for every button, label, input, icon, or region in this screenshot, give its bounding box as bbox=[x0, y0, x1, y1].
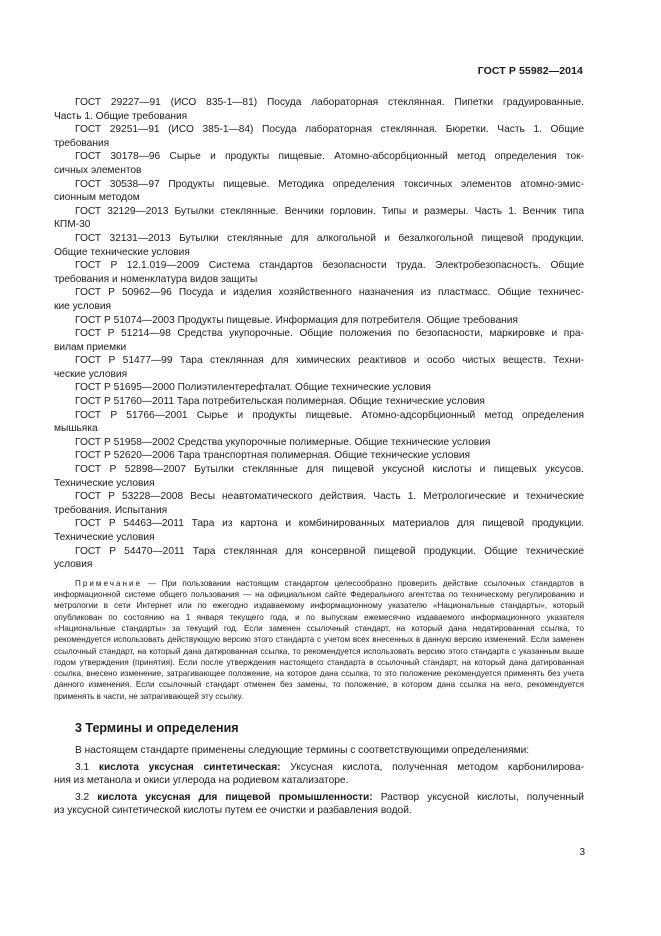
reference-line-2: Общие технические условия bbox=[54, 246, 190, 258]
term-definition bbox=[54, 791, 584, 818]
term-definition-text: Уксусная кислота, полученная методом карбонилирова- bbox=[290, 761, 585, 773]
note-paragraph bbox=[54, 578, 584, 702]
reference-item bbox=[54, 314, 584, 328]
reference-item bbox=[54, 381, 584, 395]
reference-item bbox=[54, 150, 584, 177]
reference-line-1: ГОСТ Р 50962—96 Посуда и изделия хозяйственного назначения из пластмасс. Общие техничес- bbox=[75, 287, 584, 299]
note-text: — При пользовании настоящим стандартом целесообразно проверить действие ссылочных стандартов в информационной системе общего пользования — на официальном сайте Федерального агентства по техническому регулированию и метрологии в сети Интернет или по ежегодно издаваемому информационному указателю «Национальные стандарты», который опубликован по состоянию на 1 января текущего года, и по выпускам ежемесячно издаваемого информационного указателя «Национальные стандарты» за текущий год. Если заменен ссылочный стандарт, на который дана недатированная ссылка, то рекомендуется использовать действующую версию этого стандарта с учетом всех внесенных в данную версию изменений. Если заменен ссылочный стандарт, на который дана датированная ссылка, то рекомендуется использовать версию этого стандарта с указанным выше годом утверждения (принятия). Если после утверждения настоящего стандарта в ссылочный стандарт, на который дана датированная ссылка, внесено изменение, затрагивающее положение, на которое дана ссылка, то это положение рекомендуется применять без учета данного изменения. Если ссылочный стандарт отменен без замены, то положение, в котором дана ссылка на него, рекомендуется применять в части, не затрагивающей эту ссылку. bbox=[54, 578, 584, 701]
reference-item bbox=[54, 449, 584, 463]
reference-line-2: требования. Испытания bbox=[54, 504, 168, 516]
reference-line-1: ГОСТ Р 51766—2001 Сырье и продукты пищевые. Атомно-адсорбционный метод определения bbox=[75, 409, 584, 421]
reference-item bbox=[54, 123, 584, 150]
normative-references-list bbox=[54, 96, 584, 572]
page-content bbox=[54, 96, 584, 818]
reference-line-1: ГОСТ 29227—91 (ИСО 835-1—81) Посуда лабораторная стеклянная. Пипетки градуированные. bbox=[75, 97, 584, 108]
reference-item bbox=[54, 490, 584, 517]
term-definition-continuation: ния из метанола и окиси углерода на родиевом катализаторе. bbox=[54, 775, 349, 787]
section-intro: В настоящем стандарте применены следующие термины с соответствующими определениями: bbox=[75, 745, 530, 757]
term-name: кислота уксусная для пищевой промышленности: bbox=[97, 791, 373, 803]
reference-line-1: ГОСТ 30538—97 Продукты пищевые. Методика определения токсичных элементов атомно-эмис- bbox=[75, 178, 584, 190]
reference-line-2: Технические условия bbox=[54, 477, 155, 489]
reference-line-2: мышьяка bbox=[54, 423, 98, 435]
reference-line-1: ГОСТ Р 12.1.019—2009 Система стандартов безопасности труда. Электробезопасность. Общие bbox=[75, 260, 584, 272]
reference-line-2: сионным методом bbox=[54, 192, 140, 204]
term-definition-text: Раствор уксусной кислоты, полученный bbox=[380, 791, 584, 803]
reference-item bbox=[54, 286, 584, 313]
reference-line-2: кие условия bbox=[54, 300, 112, 312]
reference-line-1: ГОСТ Р 51477—99 Тара стеклянная для химических реактивов и особо чистых веществ. Техни- bbox=[75, 355, 584, 367]
reference-line-1: ГОСТ Р 54463—2011 Тара из картона и комбинированных материалов для пищевой продукции. bbox=[75, 518, 584, 530]
terms-list bbox=[54, 761, 584, 818]
reference-line-1: ГОСТ Р 51214—98 Средства укупорочные. Общие положения по безопасности, маркировке и пра- bbox=[75, 328, 584, 340]
reference-line-2: условия bbox=[54, 559, 93, 571]
term-definition bbox=[54, 761, 584, 788]
reference-line-1: ГОСТ Р 51695—2000 Полиэтилентерефталат. Общие технические условия bbox=[75, 382, 431, 394]
reference-line-2: Часть 1. Общие требования bbox=[54, 110, 188, 122]
reference-line-1: ГОСТ Р 51958—2002 Средства укупорочные полимерные. Общие технические условия bbox=[75, 436, 491, 448]
document-header: ГОСТ Р 55982—2014 bbox=[477, 65, 583, 77]
section-title: 3 Термины и определения bbox=[75, 721, 239, 736]
term-definition-continuation: из уксусной синтетической кислоты путем ее очистки и разбавления водой. bbox=[54, 805, 412, 817]
term-first-line bbox=[54, 761, 584, 775]
note-label: Примечание bbox=[75, 578, 143, 588]
term-number: 3.1 bbox=[75, 761, 90, 773]
reference-item bbox=[54, 395, 584, 409]
reference-line-1: ГОСТ 30178—96 Сырье и продукты пищевые. Атомно-абсорбционный метод определения ток- bbox=[75, 151, 584, 163]
reference-line-1: ГОСТ Р 52620—2006 Тара транспортная полимерная. Общие технические условия bbox=[75, 450, 471, 462]
reference-line-1: ГОСТ 32129—2013 Бутылки стеклянные. Венчики горловин. Типы и размеры. Часть 1. Венчик типа bbox=[75, 205, 584, 217]
reference-line-1: ГОСТ Р 52898—2007 Бутылки стеклянные для пищевой уксусной кислоты и пищевых уксусов. bbox=[75, 464, 584, 476]
reference-item bbox=[54, 517, 584, 544]
reference-line-1: ГОСТ 29251—91 (ИСО 385-1—84) Посуда лабораторная стеклянная. Бюретки. Часть 1. Общие bbox=[75, 124, 584, 136]
term-number: 3.2 bbox=[75, 791, 90, 803]
reference-line-2: Технические условия bbox=[54, 532, 155, 543]
term-first-line bbox=[54, 791, 584, 805]
reference-item bbox=[54, 178, 584, 205]
reference-item bbox=[54, 205, 584, 232]
reference-line-2: требования bbox=[54, 137, 110, 149]
reference-line-2: КПМ-30 bbox=[54, 219, 91, 231]
reference-item bbox=[54, 545, 584, 572]
reference-item bbox=[54, 436, 584, 450]
reference-line-2: вилам приемки bbox=[54, 341, 127, 353]
reference-item bbox=[54, 232, 584, 259]
reference-line-2: сичных элементов bbox=[54, 164, 142, 176]
reference-item bbox=[54, 463, 584, 490]
reference-line-1: ГОСТ Р 51760—2011 Тара потребительская полимерная. Общие технические условия bbox=[75, 396, 485, 408]
reference-line-2: ческие условия bbox=[54, 368, 128, 380]
reference-item bbox=[54, 409, 584, 436]
reference-line-1: ГОСТ 32131—2013 Бутылки стеклянные для алкогольной и безалкогольной пищевой продукции. bbox=[75, 232, 584, 244]
reference-line-2: требования и номенклатура видов защиты bbox=[54, 273, 258, 285]
reference-item bbox=[54, 354, 584, 381]
reference-line-1: ГОСТ Р 54470—2011 Тара стеклянная для консервной пищевой продукции. Общие технические bbox=[75, 545, 584, 557]
reference-item bbox=[54, 96, 584, 123]
reference-line-1: ГОСТ Р 51074—2003 Продукты пищевые. Информация для потребителя. Общие требования bbox=[75, 314, 518, 326]
reference-line-1: ГОСТ Р 53228—2008 Весы неавтоматического действия. Часть 1. Метрологические и технические bbox=[75, 491, 584, 503]
reference-item bbox=[54, 259, 584, 286]
term-name: кислота уксусная синтетическая: bbox=[98, 761, 281, 773]
reference-item bbox=[54, 327, 584, 354]
page-number: 3 bbox=[579, 847, 585, 858]
